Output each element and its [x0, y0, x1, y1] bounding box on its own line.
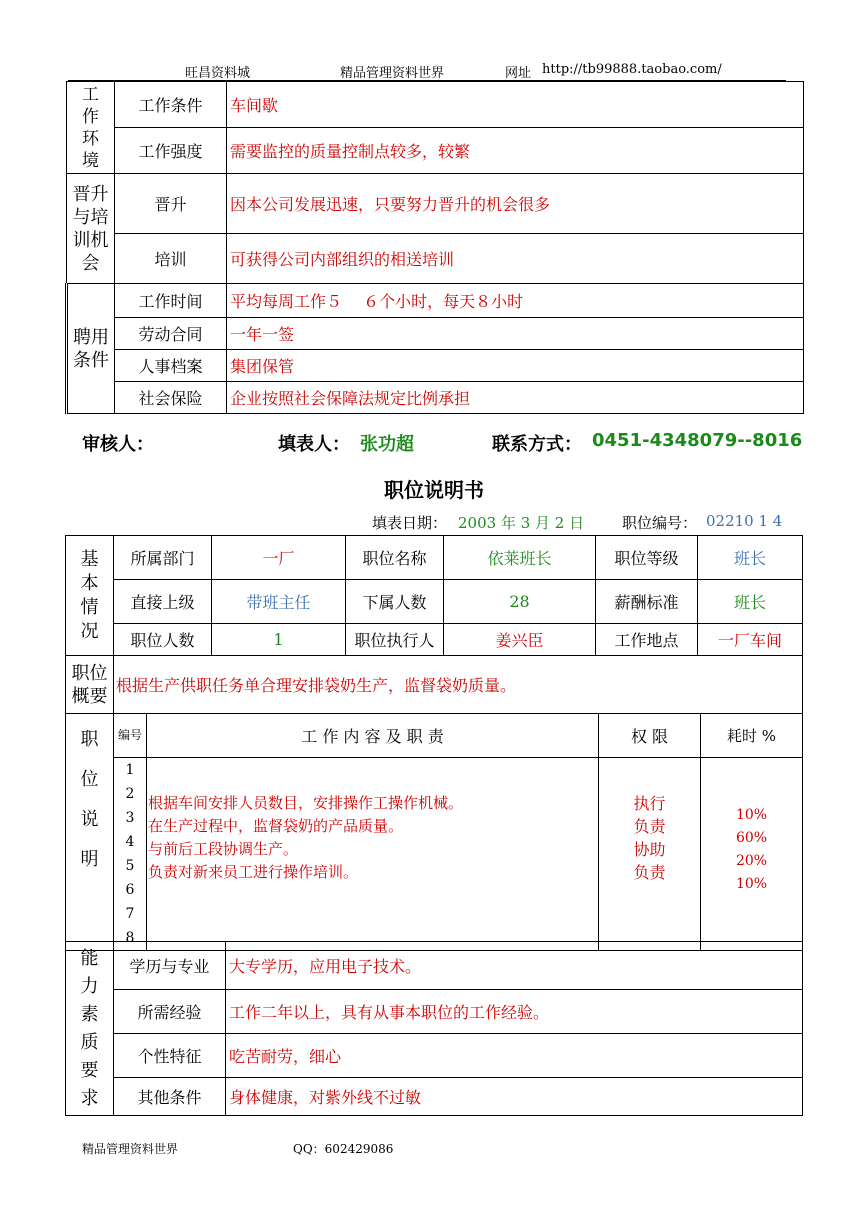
hire-field-3: 人事档案 [115, 350, 227, 382]
env-label [67, 82, 115, 174]
header-url-label: 网址 [505, 66, 532, 81]
promo-label-line-1: 晋升 [72, 183, 109, 205]
duty-contents [147, 758, 599, 951]
date-label: 填表日期： [372, 514, 448, 532]
item-number: 8 [125, 930, 135, 946]
promo-field-1: 晋升 [115, 174, 227, 234]
item-number: 3 [125, 810, 135, 826]
footer-site-name: 精品管理资料世界 [82, 1142, 179, 1156]
duty-time-4: 10% [735, 876, 768, 892]
duty-time-2: 60% [735, 830, 768, 846]
duty-authority-4: 负责 [633, 863, 666, 882]
hire-label [67, 284, 115, 414]
reviewer-label: 审核人： [82, 434, 154, 455]
summary-label-line-2: 概要 [71, 685, 108, 707]
item-number: 4 [125, 834, 135, 850]
pay-label: 薪酬标准 [596, 580, 698, 624]
basic-label [66, 536, 114, 656]
pay-value: 班长 [698, 580, 803, 624]
duty-authority-1: 执行 [633, 794, 666, 813]
dept-label: 所属部门 [114, 536, 212, 580]
promo-label-line-4: 会 [81, 252, 100, 274]
filler-name: 张功超 [360, 434, 414, 455]
ability-label-text: 能力素质要求 [80, 947, 99, 1109]
ability-field-4: 其他条件 [114, 1078, 226, 1116]
dept-value: 一厂 [212, 536, 346, 580]
code-value: 02210 1 4 [706, 512, 783, 530]
filler-label: 填表人： [278, 434, 350, 455]
supervisor-value: 带班主任 [212, 580, 346, 624]
item-number: 6 [125, 882, 135, 898]
env-label-text: 工作环境 [82, 84, 99, 171]
ability-field-2: 所需经验 [114, 990, 226, 1034]
contact-label: 联系方式： [492, 434, 582, 455]
env-field-2: 工作强度 [115, 128, 227, 174]
duty-content-3: 与前后工段协调生产。 [148, 840, 299, 858]
promo-label-line-2: 与培 [72, 206, 109, 228]
contact-value: 0451-4348079--8016 [592, 430, 803, 451]
duty-authority-3: 协助 [633, 840, 666, 859]
duty-authority-2: 负责 [633, 817, 666, 836]
duty-time-1: 10% [735, 807, 768, 823]
supervisor-label: 直接上级 [114, 580, 212, 624]
hire-field-1: 工作时间 [115, 284, 227, 318]
hire-value-1: 平均每周工作５ ６个小时，每天８小时 [227, 284, 804, 318]
promo-field-2: 培训 [115, 234, 227, 284]
time-header: 耗时 % [701, 714, 803, 758]
duties-label-text: 职位说明 [80, 729, 99, 870]
header-url[interactable]: http://tb99888.taobao.com/ [542, 62, 722, 77]
env-value-2: 需要监控的质量控制点较多，较繁 [227, 128, 804, 174]
position-name-label: 职位名称 [346, 536, 444, 580]
ability-value-1: 大专学历，应用电子技术。 [226, 942, 803, 990]
duties-table [65, 713, 803, 951]
promo-value-1: 因本公司发展迅速，只要努力晋升的机会很多 [227, 174, 804, 234]
ability-table [65, 941, 803, 1116]
ability-value-3: 吃苦耐劳，细心 [226, 1034, 803, 1078]
item-number: 7 [125, 906, 135, 922]
hire-label-line-1: 聘用 [73, 326, 109, 348]
date-value: 2003 年 3 月 2 日 [458, 514, 585, 532]
hire-field-2: 劳动合同 [115, 318, 227, 350]
hire-value-2: 一年一签 [227, 318, 804, 350]
promo-value-2: 可获得公司内部组织的相送培训 [227, 234, 804, 284]
summary-label [66, 656, 114, 714]
ability-field-1: 学历与专业 [114, 942, 226, 990]
ability-value-4: 身体健康，对紫外线不过敏 [226, 1078, 803, 1116]
ability-field-3: 个性特征 [114, 1034, 226, 1078]
header-middle-title: 精品管理资料世界 [340, 66, 445, 81]
promo-label-line-3: 训机 [72, 229, 109, 251]
env-field-1: 工作条件 [115, 82, 227, 128]
basic-label-text: 基本情况 [80, 548, 99, 642]
header-site-name: 旺昌资料城 [185, 66, 251, 81]
executor-label: 职位执行人 [346, 624, 444, 656]
executor-value: 姜兴臣 [444, 624, 596, 656]
code-label: 职位编号： [622, 514, 698, 532]
subordinates-label: 下属人数 [346, 580, 444, 624]
basic-info-table [65, 535, 803, 714]
location-value: 一厂车间 [698, 624, 803, 656]
conditions-table [65, 81, 804, 414]
duty-content-4: 负责对新来员工进行操作培训。 [148, 863, 359, 881]
duty-content-2: 在生产过程中，监督袋奶的产品质量。 [148, 817, 404, 835]
item-number: 2 [125, 786, 135, 802]
grade-label: 职位等级 [596, 536, 698, 580]
promo-label [67, 174, 115, 284]
position-count-value: 1 [212, 624, 346, 656]
duty-authorities [599, 758, 701, 951]
hire-field-4: 社会保险 [115, 382, 227, 414]
duty-time-3: 20% [735, 853, 768, 869]
no-header: 编号 [114, 714, 147, 758]
ability-value-2: 工作二年以上，具有从事本职位的工作经验。 [226, 990, 803, 1034]
position-name-value: 依莱班长 [444, 536, 596, 580]
ability-label [66, 942, 114, 1116]
grade-value: 班长 [698, 536, 803, 580]
summary-label-line-1: 职位 [71, 662, 108, 684]
hire-value-3: 集团保管 [227, 350, 804, 382]
document-title: 职位说明书 [384, 478, 484, 502]
duty-content-1: 根据车间安排人员数目，安排操作工操作机械。 [148, 794, 464, 812]
hire-label-line-2: 条件 [73, 349, 109, 371]
authority-header: 权 限 [599, 714, 701, 758]
footer-qq: QQ：602429086 [293, 1142, 394, 1156]
item-number: 1 [125, 762, 135, 778]
content-header: 工 作 内 容 及 职 责 [147, 714, 599, 758]
summary-value: 根据生产供职任务单合理安排袋奶生产，监督袋奶质量。 [114, 656, 803, 714]
location-label: 工作地点 [596, 624, 698, 656]
item-number: 5 [125, 858, 135, 874]
env-value-1: 车间歇 [227, 82, 804, 128]
duties-label [66, 714, 114, 951]
position-count-label: 职位人数 [114, 624, 212, 656]
duty-times [701, 758, 803, 951]
subordinates-value: 28 [444, 580, 596, 624]
item-numbers [114, 758, 147, 951]
hire-value-4: 企业按照社会保障法规定比例承担 [227, 382, 804, 414]
